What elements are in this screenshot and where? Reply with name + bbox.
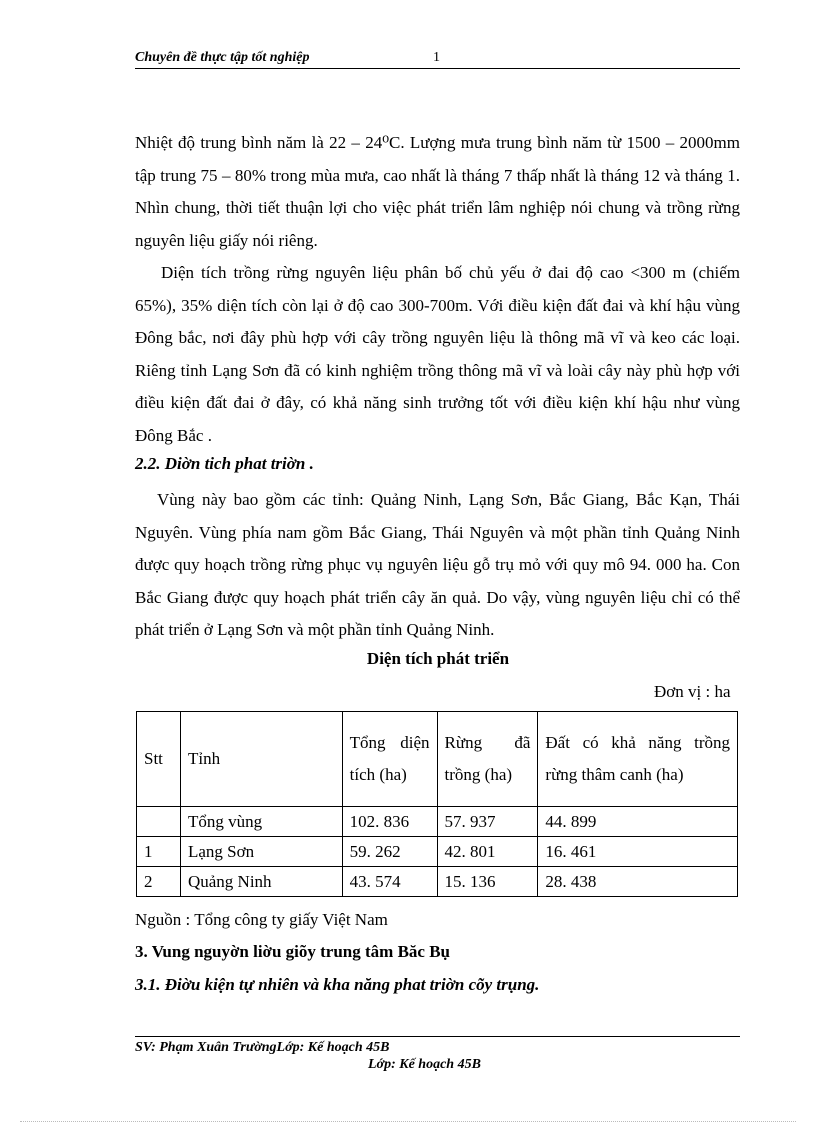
table-row: [137, 837, 738, 867]
header-stt: Stt: [137, 712, 181, 807]
header-planted-forest: Rừng đã trồng (ha): [437, 712, 538, 807]
cell-planted-forest: 15. 136: [437, 867, 538, 897]
section-heading-3-1: 3.1. Điờu kiện tự nhiên và kha năng phat triờn cõy trụng.: [135, 975, 540, 994]
footer-divider: [135, 1036, 740, 1037]
header-province: Tỉnh: [180, 712, 342, 807]
section-heading-2-2: 2.2. Diờn tich phat triờn .: [135, 454, 314, 473]
cell-province: Lạng Sơn: [180, 837, 342, 867]
page-header: [135, 50, 740, 69]
document-title: Chuyên đề thực tập tốt nghiệp: [135, 50, 310, 65]
table-source: Nguồn : Tổng công ty giấy Việt Nam: [135, 910, 388, 929]
cell-stt: [137, 807, 181, 837]
table-row: [137, 807, 738, 837]
cell-potential-land: 44. 899: [538, 807, 738, 837]
area-table: [136, 711, 738, 897]
cell-province: Quảng Ninh: [180, 867, 342, 897]
cell-potential-land: 16. 461: [538, 837, 738, 867]
page-number: 1: [433, 50, 440, 65]
page-break-line: [20, 1121, 796, 1122]
header-potential-land: Đất có khả năng trồng rừng thâm canh (ha): [538, 712, 738, 807]
table-title: Diện tích phát triển: [366, 649, 510, 668]
cell-potential-land: 28. 438: [538, 867, 738, 897]
cell-planted-forest: 57. 937: [437, 807, 538, 837]
paragraph-area: Diện tích trồng rừng nguyên liệu phân bố chủ yếu ở đai độ cao <300 m (chiếm 65%), 35% diện tích còn lại ở độ cao 300-700m. Với điều kiện đất đai và khí hậu vùng Đông bắc, nơi đây phù hợp với cây trồng nguyên liệu là thông mã vĩ và keo các loại. Riêng tỉnh Lạng Sơn đã có kinh nghiệm trồng thông mã vĩ và loài cây này phù hợp với điều kiện đất đai ở đây, có khả năng sinh trưởng tốt với điều kiện khí hậu như vùng Đông Bắc .: [135, 263, 740, 445]
cell-stt: 1: [137, 837, 181, 867]
cell-province: Tổng vùng: [180, 807, 342, 837]
paragraph-region: Vùng này bao gồm các tỉnh: Quảng Ninh, Lạng Sơn, Bắc Giang, Bắc Kạn, Thái Nguyên. Vùng phía nam gồm Bắc Giang, Thái Nguyên và một phần tỉnh Quảng Ninh được quy hoạch trồng rừng phục vụ nguyên liệu gỗ trụ mỏ với quy mô 94. 000 ha. Con Bắc Giang được quy hoạch phát triển cây ăn quả. Do vậy, vùng nguyên liệu chỉ có thể phát triển ở Lạng Sơn và một phần tỉnh Quảng Ninh.: [135, 490, 740, 639]
cell-total-area: 59. 262: [342, 837, 437, 867]
table-unit: Đơn vị : ha: [654, 682, 731, 701]
table-row: [137, 867, 738, 897]
footer-student: SV: Phạm Xuân TrườngLớp: Kế hoạch 45B: [135, 1040, 390, 1055]
section-heading-3: 3. Vung nguyờn liờu giõy trung tâm Băc Bụ: [135, 942, 450, 961]
footer-class: Lớp: Kế hoạch 45B: [368, 1057, 481, 1072]
table-header-row: [137, 712, 738, 807]
cell-total-area: 43. 574: [342, 867, 437, 897]
cell-stt: 2: [137, 867, 181, 897]
cell-planted-forest: 42. 801: [437, 837, 538, 867]
cell-total-area: 102. 836: [342, 807, 437, 837]
header-total-area: Tổng diện tích (ha): [342, 712, 437, 807]
paragraph-climate: Nhiệt độ trung bình năm là 22 – 24⁰C. Lượng mưa trung bình năm từ 1500 – 2000mm tập trung 75 – 80% trong mùa mưa, cao nhất là tháng 7 thấp nhất là tháng 12 và tháng 1. Nhìn chung, thời tiết thuận lợi cho việc phát triển lâm nghiệp nói chung và trồng rừng nguyên liệu giấy nói riêng.: [135, 133, 740, 250]
